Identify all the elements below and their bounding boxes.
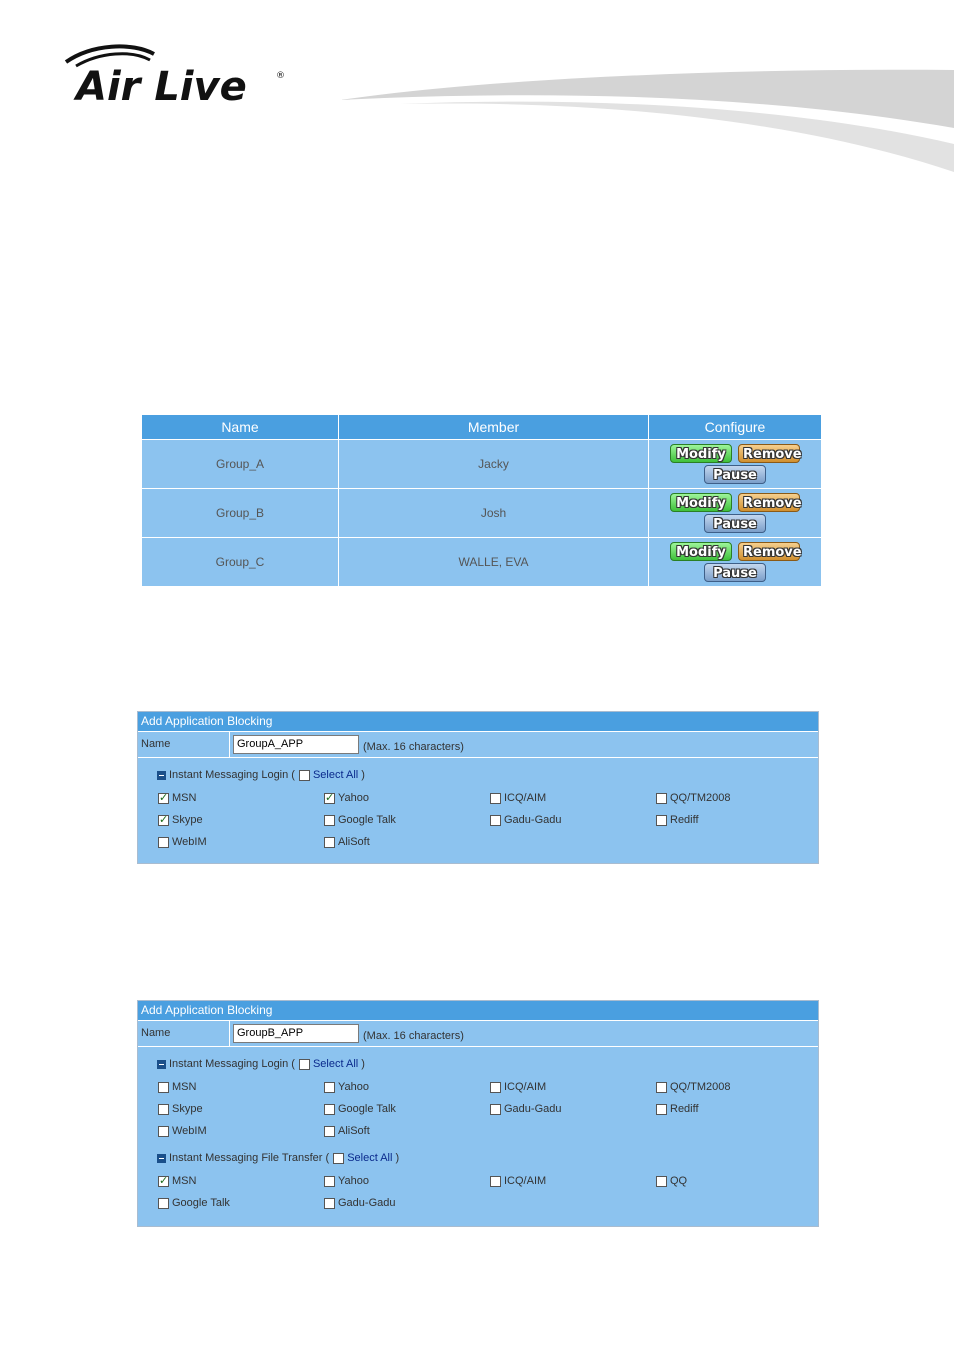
option-checkbox[interactable] [490,1104,501,1115]
option-label: AliSoft [338,836,370,848]
option-checkbox[interactable] [490,793,501,804]
option-label: AliSoft [338,1125,370,1137]
section-im-login: Instant Messaging Login ( Select All ) [138,766,818,784]
header-configure: Configure [649,415,822,440]
option-checkbox[interactable] [656,1176,667,1187]
modify-button[interactable]: Modify [670,493,732,512]
option-google-talk[interactable] [324,1101,490,1117]
option-label: Yahoo [338,1081,369,1093]
select-all-checkbox[interactable] [333,1153,344,1164]
option-checkbox[interactable] [490,1176,501,1187]
option-checkbox[interactable] [158,1176,169,1187]
option-checkbox[interactable] [324,815,335,826]
option-label: MSN [172,792,197,804]
groups-table [141,414,822,587]
option-label: ICQ/AIM [504,1175,547,1187]
app-blocking-panel-b [137,1000,819,1227]
option-label: QQ [670,1175,688,1187]
option-checkbox[interactable] [324,837,335,848]
option-icq-aim[interactable] [490,790,656,806]
table-row [142,489,822,538]
logo-text: Air Live [76,64,247,110]
group-member: Jacky [339,440,649,489]
collapse-icon[interactable] [157,771,166,780]
option-yahoo[interactable] [324,1173,490,1189]
option-label: Google Talk [172,1197,230,1209]
option-checkbox[interactable] [158,1198,169,1209]
pause-button[interactable]: Pause [704,563,766,582]
option-icq-aim[interactable] [490,1079,656,1095]
panel-title: Add Application Blocking [138,1001,818,1021]
section-im-file-transfer: Instant Messaging File Transfer ( Select All ) [138,1149,818,1167]
option-checkbox[interactable] [490,1082,501,1093]
remove-button[interactable]: Remove [738,542,800,561]
name-input[interactable]: GroupA_APP [233,735,359,754]
option-checkbox[interactable] [158,793,169,804]
select-all-checkbox[interactable] [299,1059,310,1070]
im-file-transfer-options [138,1173,818,1211]
option-msn[interactable] [158,1173,324,1189]
option-label: Google Talk [338,1103,396,1115]
name-label: Name [138,1021,230,1046]
option-label: Google Talk [338,814,396,826]
name-hint: (Max. 16 characters) [363,1029,464,1042]
modify-button[interactable]: Modify [670,444,732,463]
option-label: Skype [172,814,203,826]
option-qq-tm2008[interactable] [656,790,822,806]
table-row [142,538,822,587]
option-checkbox[interactable] [490,815,501,826]
option-icq-aim[interactable] [490,1173,656,1189]
remove-button[interactable]: Remove [738,444,800,463]
option-label: QQ/TM2008 [670,792,731,804]
option-checkbox[interactable] [656,793,667,804]
option-checkbox[interactable] [656,815,667,826]
option-label: WebIM [172,836,207,848]
name-hint: (Max. 16 characters) [363,740,464,753]
option-yahoo[interactable] [324,1079,490,1095]
option-qq-tm2008[interactable] [656,1079,822,1095]
option-checkbox[interactable] [324,1104,335,1115]
table-row [142,440,822,489]
option-checkbox[interactable] [158,1126,169,1137]
option-gadu-gadu[interactable] [324,1195,490,1211]
option-checkbox[interactable] [656,1082,667,1093]
option-rediff[interactable] [656,1101,822,1117]
option-webim[interactable] [158,834,324,850]
option-label: MSN [172,1081,197,1093]
option-msn[interactable] [158,790,324,806]
option-google-talk[interactable] [324,812,490,828]
option-checkbox[interactable] [324,1082,335,1093]
option-checkbox[interactable] [158,837,169,848]
option-label: Yahoo [338,1175,369,1187]
im-login-options [138,1079,818,1139]
option-label: Yahoo [338,792,369,804]
group-name: Group_A [142,440,339,489]
option-google-talk[interactable] [158,1195,324,1211]
option-alisoft[interactable] [324,834,490,850]
option-checkbox[interactable] [324,1176,335,1187]
header-member: Member [339,415,649,440]
option-qq[interactable] [656,1173,822,1189]
im-login-options [138,790,818,850]
option-checkbox[interactable] [158,1104,169,1115]
option-label: MSN [172,1175,197,1187]
option-checkbox[interactable] [158,815,169,826]
option-skype[interactable] [158,1101,324,1117]
pause-button[interactable]: Pause [704,465,766,484]
option-skype[interactable] [158,812,324,828]
section-im-login: Instant Messaging Login ( Select All ) [138,1055,818,1073]
option-label: QQ/TM2008 [670,1081,731,1093]
select-all-checkbox[interactable] [299,770,310,781]
option-alisoft[interactable] [324,1123,490,1139]
option-rediff[interactable] [656,812,822,828]
option-label: Skype [172,1103,203,1115]
group-member: WALLE, EVA [339,538,649,587]
group-member: Josh [339,489,649,538]
app-blocking-panel-a [137,711,819,864]
remove-button[interactable]: Remove [738,493,800,512]
option-label: ICQ/AIM [504,1081,547,1093]
option-label: Gadu-Gadu [504,1103,562,1115]
group-name: Group_C [142,538,339,587]
airlive-logo [62,40,292,110]
header-swoosh [340,60,954,190]
name-input[interactable]: GroupB_APP [233,1024,359,1043]
option-label: Gadu-Gadu [504,814,562,826]
option-label: ICQ/AIM [504,792,547,804]
collapse-icon[interactable] [157,1060,166,1069]
header-name: Name [142,415,339,440]
option-webim[interactable] [158,1123,324,1139]
option-gadu-gadu[interactable] [490,1101,656,1117]
option-label: Rediff [670,1103,699,1115]
option-gadu-gadu[interactable] [490,812,656,828]
panel-title: Add Application Blocking [138,712,818,732]
collapse-icon[interactable] [157,1154,166,1163]
option-checkbox[interactable] [324,1126,335,1137]
group-name: Group_B [142,489,339,538]
option-checkbox[interactable] [324,793,335,804]
pause-button[interactable]: Pause [704,514,766,533]
name-label: Name [138,732,230,757]
option-label: WebIM [172,1125,207,1137]
svg-text:®: ® [276,71,285,81]
option-msn[interactable] [158,1079,324,1095]
option-checkbox[interactable] [656,1104,667,1115]
option-label: Rediff [670,814,699,826]
option-checkbox[interactable] [158,1082,169,1093]
option-yahoo[interactable] [324,790,490,806]
option-label: Gadu-Gadu [338,1197,396,1209]
option-checkbox[interactable] [324,1198,335,1209]
modify-button[interactable]: Modify [670,542,732,561]
